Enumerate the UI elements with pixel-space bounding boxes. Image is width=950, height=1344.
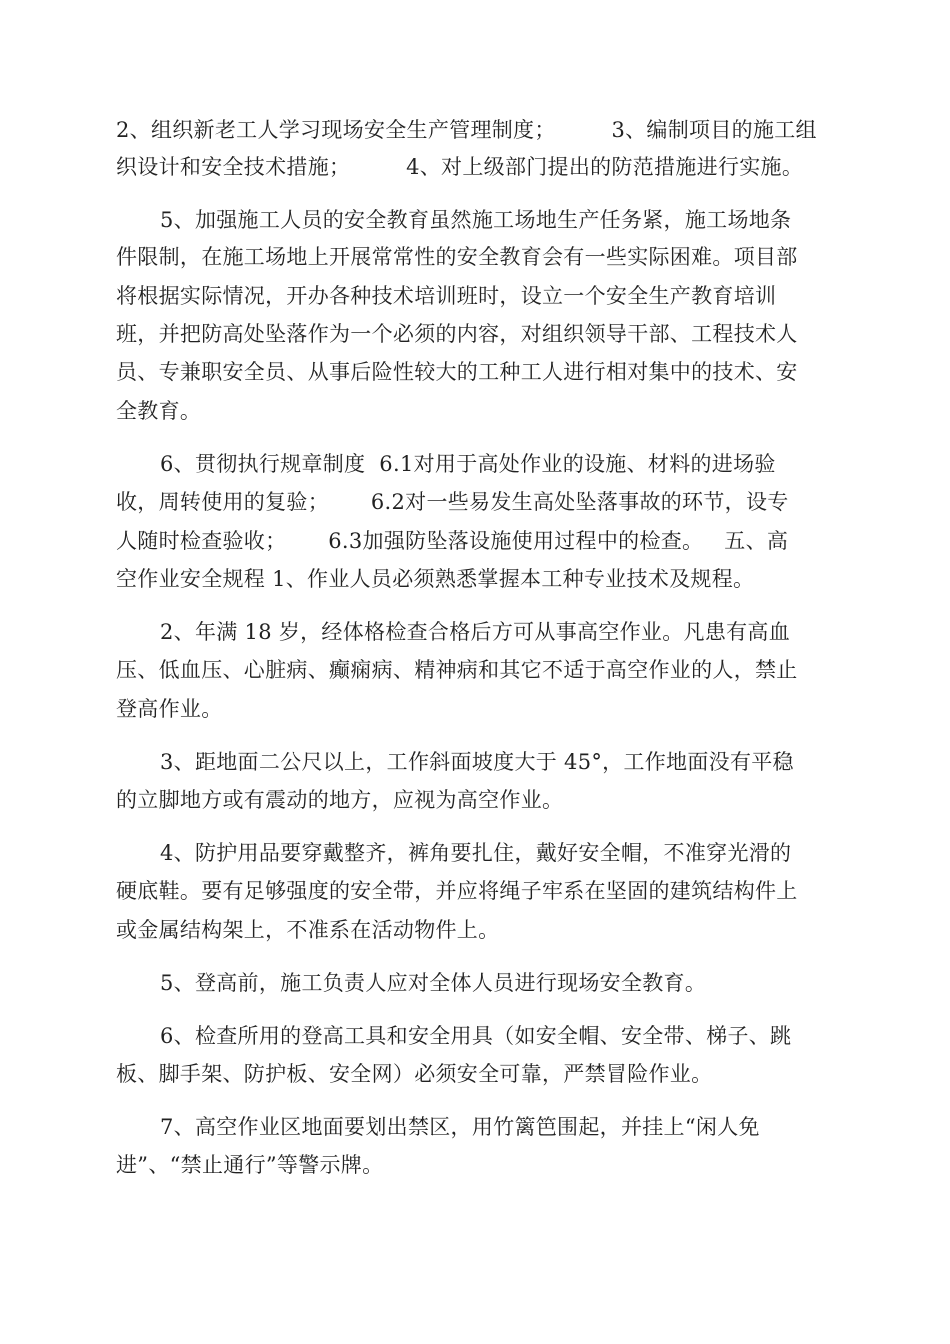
paragraph-6-line-2: 硬底鞋。要有足够强度的安全带，并应将绳子牢系在坚固的建筑结构件上 [116,879,798,903]
paragraph-8-line-2: 板、脚手架、防护板、安全网）必须安全可靠，严禁冒险作业。 [116,1062,713,1086]
paragraph-5-line-1: 3、距地面二公尺以上，工作斜面坡度大于 45°，工作地面没有平稳 [160,750,794,774]
paragraph-4-line-3: 登高作业。 [116,697,223,721]
paragraph-3-line-3: 人随时检查验收； 6.3加强防坠落设施使用过程中的检查。 五、高 [116,529,789,553]
paragraph-1-line-2: 织设计和安全技术措施； 4、对上级部门提出的防范措施进行实施。 [116,155,804,179]
paragraph-9-line-1: 7、高空作业区地面要划出禁区，用竹篱笆围起，并挂上“闲人免 [160,1115,760,1139]
paragraph-5-line-2: 的立脚地方或有震动的地方，应视为高空作业。 [116,788,564,812]
paragraph-8-line-1: 6、检查所用的登高工具和安全用具（如安全帽、安全带、梯子、跳 [160,1024,792,1048]
paragraph-2-line-1: 5、加强施工人员的安全教育虽然施工场地生产任务紧，施工场地条 [160,208,792,232]
paragraph-4-line-1: 2、年满 18 岁，经体格检查合格后方可从事高空作业。凡患有高血 [160,620,791,644]
paragraph-6-line-3: 或金属结构架上，不准系在活动物件上。 [116,918,500,942]
paragraph-1-line-1: 2、组织新老工人学习现场安全生产管理制度； 3、编制项目的施工组 [116,118,817,142]
paragraph-2-line-3: 将根据实际情况，开办各种技术培训班时，设立一个安全生产教育培训 [116,284,777,308]
paragraph-2-line-4: 班，并把防高处坠落作为一个必须的内容，对组织领导干部、工程技术人 [116,322,798,346]
paragraph-4-line-2: 压、低血压、心脏病、癫痫病、精神病和其它不适于高空作业的人，禁止 [116,658,798,682]
paragraph-7-line-1: 5、登高前，施工负责人应对全体人员进行现场安全教育。 [160,971,707,995]
paragraph-2-line-2: 件限制，在施工场地上开展常常性的安全教育会有一些实际困难。项目部 [116,245,798,269]
paragraph-2-line-5: 员、专兼职安全员、从事后险性较大的工种工人进行相对集中的技术、安 [116,360,798,384]
paragraph-2-line-6: 全教育。 [116,399,202,423]
paragraph-3-line-2: 收，周转使用的复验； 6.2对一些易发生高处坠落事故的环节，设专 [116,490,789,514]
paragraph-3-line-4: 空作业安全规程 1、作业人员必须熟悉掌握本工种专业技术及规程。 [116,567,755,591]
paragraph-3-line-1: 6、贯彻执行规章制度 6.1对用于高处作业的设施、材料的进场验 [160,452,776,476]
paragraph-6-line-1: 4、防护用品要穿戴整齐，裤角要扎住，戴好安全帽，不准穿光滑的 [160,841,792,865]
paragraph-9-line-2: 进”、“禁止通行”等警示牌。 [116,1153,384,1177]
